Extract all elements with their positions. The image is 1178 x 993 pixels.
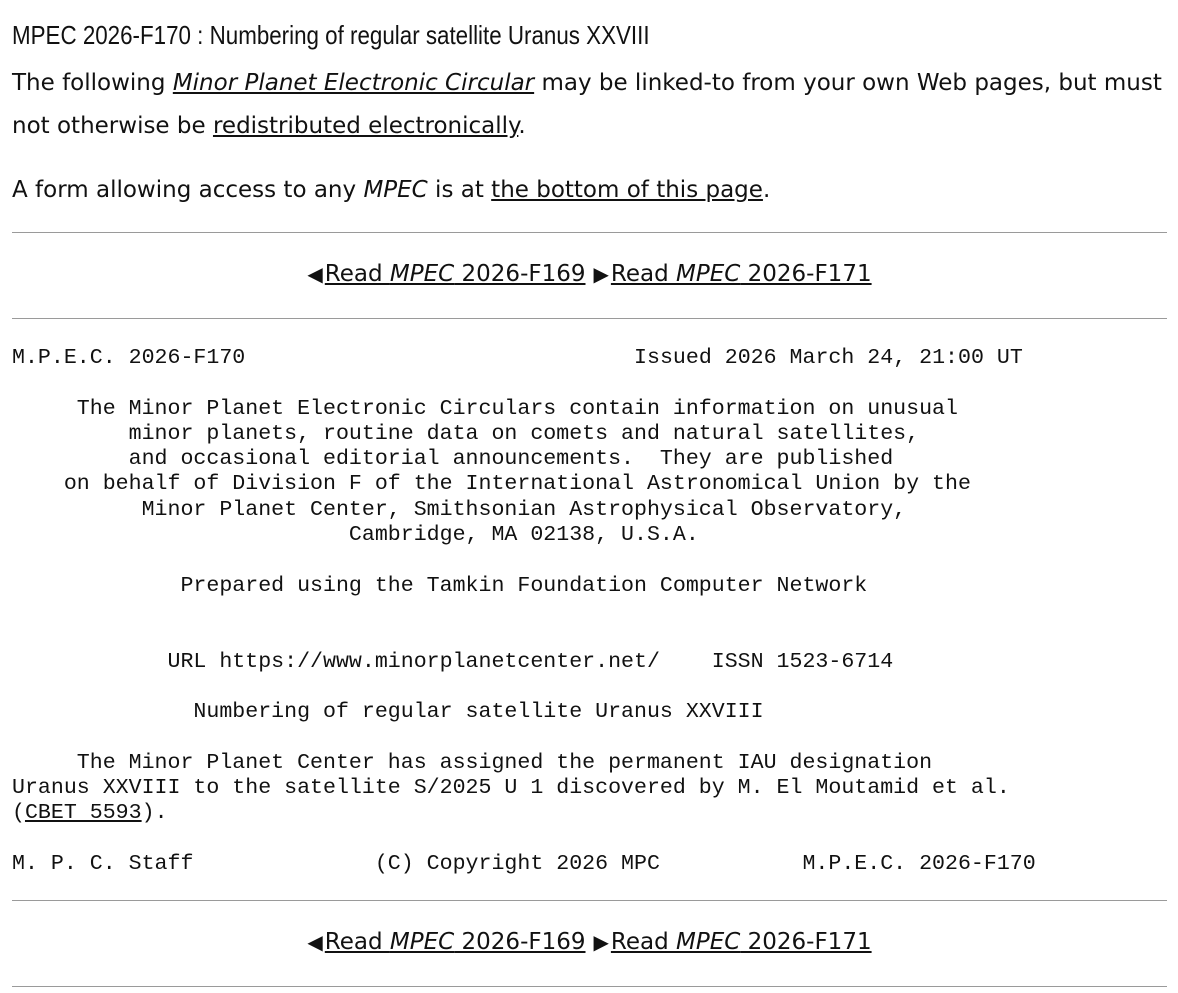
circular-text: M.P.E.C. 2026-F170 Issued 2026 March 24, 21:00 UT The Minor Planet Electronic Circulars contain information on unusual minor planets, routine data on comets and natural satellites, and occasional editorial announcements. They are published on behalf of Division F of the International Astronomical Union by the Minor Planet Center, Smithsonian Astrophysical Observatory, Cambridge, MA 02138, U.S.A. Prepared using the Tamkin Foundation Computer Network URL https://www.minorplanetcenter.net/ ISSN 1523-6714 Numbering of regular satellite Uranus XXVIII The Minor Planet Center has assigned the permanent IAU designation Uranus XXVIII to the satellite S/2025 U 1 discovered by M. El Moutamid et al. (CBET 5593). M. P. C. Staff (C) Copyright 2026 MPC M.P.E.C. 2026-F170 (12, 346, 1036, 876)
form-note-text: is at (427, 177, 492, 203)
next-mpec-link[interactable]: Read MPEC 2026-F171 (610, 929, 872, 955)
next-arrow-icon: ▶ (593, 262, 609, 286)
issue-date: Issued 2026 March 24, 21:00 UT (634, 346, 1023, 370)
about-line: and occasional editorial announcements. They are published (12, 447, 894, 472)
bottom-navigation (12, 929, 1167, 955)
intro-paragraph (12, 62, 1162, 148)
previous-arrow-icon: ◀ (307, 262, 323, 286)
previous-mpec-link[interactable]: Read MPEC 2026-F169 (324, 261, 586, 287)
circular-heading: Numbering of regular satellite Uranus XXVIII (12, 700, 764, 725)
about-line: on behalf of Division F of the International Astronomical Union by the (12, 472, 971, 497)
about-line: Minor Planet Center, Smithsonian Astrophysical Observatory, (12, 497, 907, 522)
intro-text: . (518, 113, 526, 139)
intro-text: not otherwise be (12, 113, 213, 139)
form-note-text: . (762, 177, 771, 203)
body-line: The Minor Planet Center has assigned the permanent IAU designation (12, 750, 933, 775)
prepared-line: Prepared using the Tamkin Foundation Computer Network (12, 573, 868, 598)
next-arrow-icon: ▶ (593, 930, 609, 954)
mpec-info-link[interactable]: Minor Planet Electronic Circular (172, 70, 535, 96)
previous-arrow-icon: ◀ (307, 930, 323, 954)
top-navigation (12, 261, 1167, 287)
divider (12, 318, 1167, 319)
intro-text: may be linked-to from your own Web pages, but must (534, 70, 1162, 96)
form-note-text: A form allowing access to any (12, 177, 364, 203)
url-issn-line: URL https://www.minorplanetcenter.net/ ISSN 1523-6714 (12, 649, 894, 674)
form-note (12, 169, 770, 212)
next-mpec-link[interactable]: Read MPEC 2026-F171 (610, 261, 872, 287)
page-title: MPEC 2026-F170 : Numbering of regular satellite Uranus XXVIII (12, 20, 650, 50)
previous-mpec-link[interactable]: Read MPEC 2026-F169 (324, 929, 586, 955)
bottom-of-page-link[interactable]: the bottom of this page (491, 177, 763, 203)
intro-text: The following (12, 70, 173, 96)
circular-header-left: M.P.E.C. 2026-F170 (12, 346, 246, 370)
mpec-italic: MPEC (363, 177, 428, 203)
circular-footer: M. P. C. Staff (C) Copyright 2026 MPC M.P.E.C. 2026-F170 (12, 851, 1036, 876)
divider (12, 232, 1167, 233)
redistribution-link[interactable]: redistributed electronically (212, 113, 519, 139)
body-line: Uranus XXVIII to the satellite S/2025 U 1 discovered by M. El Moutamid et al. (12, 776, 1010, 801)
about-line: minor planets, routine data on comets and natural satellites, (12, 421, 920, 446)
divider (12, 986, 1167, 987)
cbet-link[interactable]: CBET 5593 (24, 801, 142, 826)
about-line: The Minor Planet Electronic Circulars contain information on unusual (12, 396, 958, 421)
divider (12, 900, 1167, 901)
about-line: Cambridge, MA 02138, U.S.A. (12, 523, 699, 548)
